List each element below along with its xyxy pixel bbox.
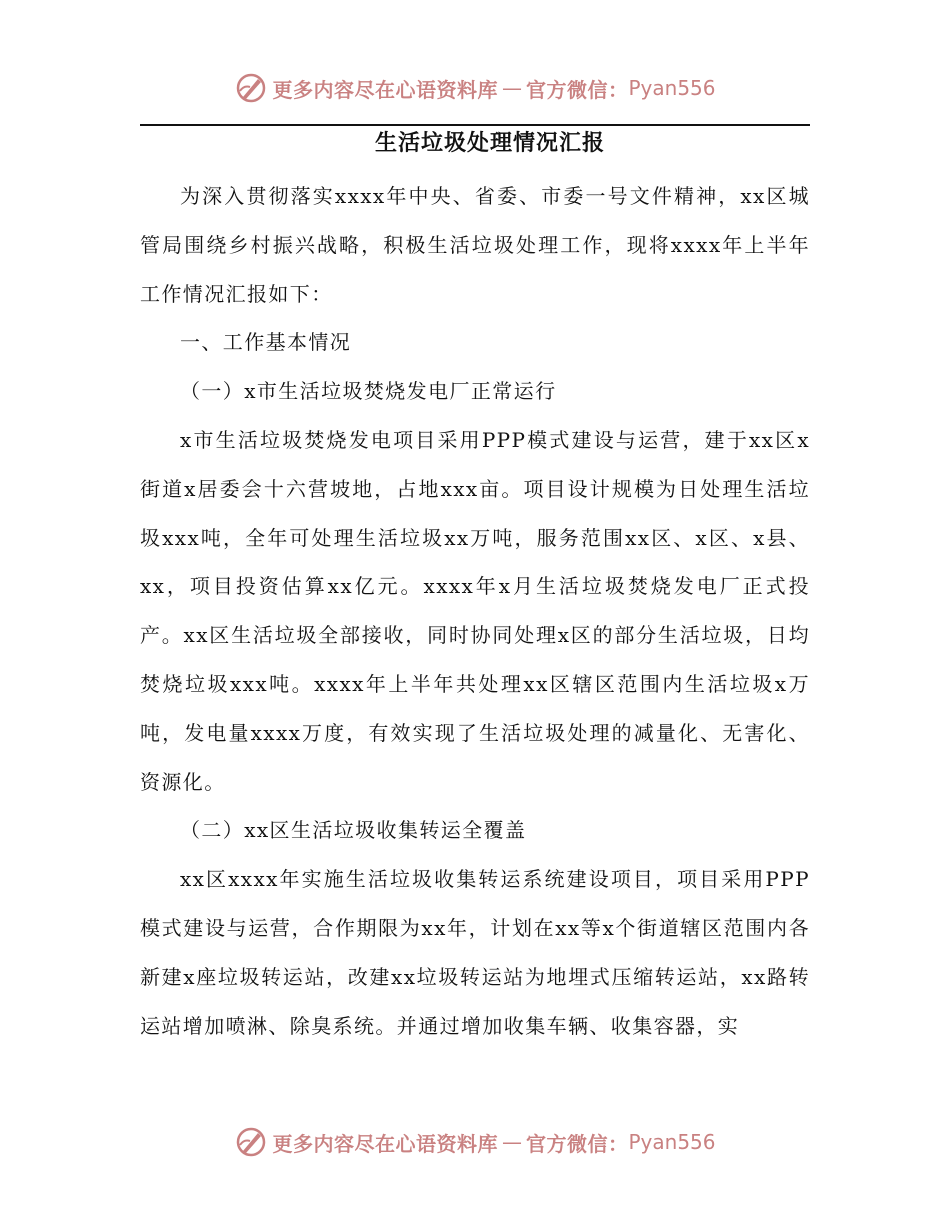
intro-paragraph: 为深入贯彻落实xxxx年中央、省委、市委一号文件精神，xx区城管局围绕乡村振兴战略，积极生活垃圾处理工作，现将xxxx年上半年工作情况汇报如下：: [140, 184, 810, 306]
subsection-heading: （二）xx区生活垃圾收集转运全覆盖: [180, 818, 527, 843]
quill-pen-seal-icon: [234, 1125, 268, 1159]
document-title: 生活垃圾处理情况汇报: [374, 130, 605, 156]
document-body: [140, 172, 810, 1050]
body-paragraph: xx区xxxx年实施生活垃圾收集转运系统建设项目，项目采用PPP模式建设与运营，合作期限为xx年，计划在xx等x个街道辖区范围内各新建x座垃圾转运站，改建xx垃圾转运站为地埋式压缩转运站，xx路转运站增加喷淋、除臭系统。并通过增加收集车辆、收集容器，实: [140, 867, 810, 1038]
watermark-text: 更多内容尽在心语资料库: [272, 1131, 498, 1156]
body-paragraph: x市生活垃圾焚烧发电项目采用PPP模式建设与运营，建于xx区x街道x居委会十六营坡地，占地xxx亩。项目设计规模为日处理生活垃圾xxx吨，全年可处理生活垃圾xx万吨，服务范围xx区、x区、x县、xx，项目投资估算xx亿元。xxxx年x月生活垃圾焚烧发电厂正式投产。xx区生活垃圾全部接收，同时协同处理x区的部分生活垃圾，日均焚烧垃圾xxx吨。xxxx年上半年共处理xx区辖区范围内生活垃圾x万吨，发电量xxxx万度，有效实现了生活垃圾处理的减量化、无害化、资源化。: [140, 427, 810, 794]
watermark-contact: 官方微信：: [525, 1131, 629, 1156]
watermark-footer: [0, 1120, 950, 1164]
watermark-text: 更多内容尽在心语资料库: [272, 77, 498, 102]
watermark-separator: —: [501, 76, 522, 100]
quill-pen-seal-icon: [234, 71, 268, 105]
watermark-id: Pyan556: [628, 1130, 716, 1154]
watermark-id: Pyan556: [628, 76, 716, 100]
watermark-contact: 官方微信：: [525, 77, 629, 102]
watermark-header: [0, 66, 950, 110]
subsection-heading: （一）x市生活垃圾焚烧发电厂正常运行: [180, 379, 557, 404]
section-heading: 一、工作基本情况: [180, 330, 352, 355]
watermark-separator: —: [501, 1130, 522, 1154]
